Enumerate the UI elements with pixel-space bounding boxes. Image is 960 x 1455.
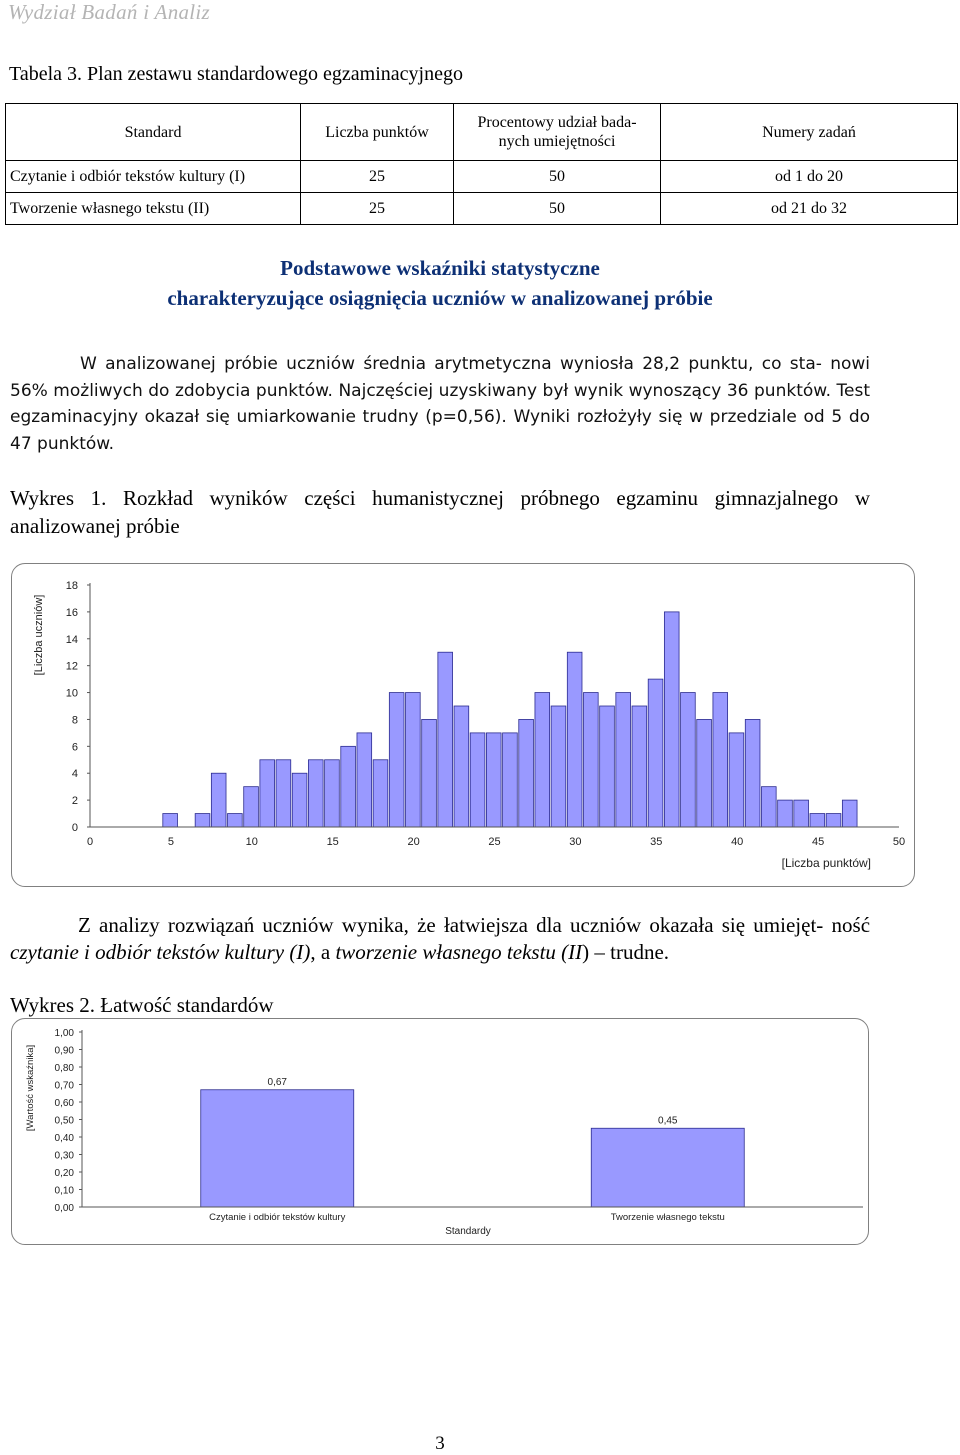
paragraph-line: W analizowanej próbie uczniów średnia arytmetyczna wyniosła 28,2 punktu, co sta- (80, 354, 822, 374)
histogram-bar (163, 814, 178, 827)
x-tick-label: 15 (326, 836, 339, 848)
x-tick-label: 45 (811, 836, 825, 848)
histogram-bar (195, 814, 210, 827)
histogram-bar (794, 800, 809, 827)
table-caption: Tabela 3. Plan zestawu standardowego egzaminacyjnego (9, 63, 463, 85)
histogram-bar (228, 814, 243, 827)
histogram-bar (745, 719, 760, 827)
histogram-bar (422, 719, 437, 827)
histogram-bar (260, 760, 275, 827)
page-number: 3 (435, 1433, 445, 1454)
y-tick-label: 1,00 (54, 1028, 74, 1039)
cell-standard: Czytanie i odbiór tekstów kultury (I) (6, 161, 301, 193)
histogram-bar (826, 814, 841, 827)
section-heading-line2: charakteryzujące osiągnięcia uczniów w analizowanej próbie (167, 286, 713, 310)
histogram-bar (325, 760, 340, 827)
histogram-bar (535, 693, 550, 827)
histogram-bar (583, 693, 598, 827)
statistics-paragraph (10, 351, 870, 457)
y-tick-label: 0,20 (54, 1168, 74, 1179)
x-tick-label: 20 (407, 836, 420, 848)
histogram-bar (842, 800, 857, 827)
header-points: Liczba punktów (301, 104, 454, 161)
standard-bar (591, 1128, 744, 1207)
histogram-bar (567, 652, 582, 827)
histogram-bar (406, 693, 421, 827)
x-axis-title: [Liczba punktów] (781, 856, 871, 870)
histogram-bar (276, 760, 291, 827)
y-tick-label: 0,40 (54, 1133, 74, 1144)
conclusion-line1: Z analizy rozwiązań uczniów wynika, że łatwiejsza dla uczniów okazała się umiejęt- (78, 913, 824, 937)
cell-tasks: od 21 do 32 (661, 193, 958, 225)
histogram-bar (681, 693, 696, 827)
header-watermark: Wydział Badań i Analiz (8, 0, 211, 24)
conclusion-text: ) – trudne. (582, 940, 670, 964)
conclusion-text: , a (310, 940, 336, 964)
header-percent-line2: nych umiejętności (498, 133, 616, 150)
y-tick-label: 0,00 (54, 1203, 74, 1214)
histogram-bar (519, 719, 534, 827)
y-tick-label: 4 (71, 768, 78, 781)
cell-percent: 50 (454, 161, 661, 193)
histogram-bar (600, 706, 615, 827)
x-category-label: Czytanie i odbiór tekstów kultury (209, 1212, 346, 1223)
histogram-bar (729, 733, 744, 827)
histogram-bar (632, 706, 647, 827)
chart1-caption-line1: Wykres 1. Rozkład wyników części humanistycznej próbnego egzaminu gimnazjalnego (10, 486, 839, 510)
y-tick-label: 10 (65, 687, 78, 700)
cell-tasks: od 1 do 20 (661, 161, 958, 193)
y-tick-label: 0,80 (54, 1063, 74, 1074)
cell-percent: 50 (454, 193, 661, 225)
y-tick-label: 14 (65, 633, 78, 646)
histogram-bar (454, 706, 469, 827)
histogram-chart (11, 563, 915, 887)
conclusion-text: ność (831, 913, 871, 937)
chart2-caption: Wykres 2. Łatwość standardów (10, 993, 274, 1017)
y-tick-label: 0,70 (54, 1080, 74, 1092)
paragraph-line: 36 punktów. Test egzaminacyjny okazał się umiarkowanie trudny (p=0,56). Wyniki rozłożyły (10, 380, 871, 427)
y-tick-label: 0,30 (54, 1150, 74, 1162)
x-axis-title: Standardy (445, 1226, 491, 1237)
histogram-bar (713, 693, 728, 827)
cell-points: 25 (301, 161, 454, 193)
conclusion-standard-1: czytanie i odbiór tekstów kultury (I) (10, 940, 311, 964)
histogram-bar (664, 612, 679, 827)
histogram-bar (486, 733, 501, 827)
difficulty-bar-chart (11, 1018, 869, 1245)
cell-points: 25 (301, 193, 454, 225)
y-tick-label: 8 (71, 714, 78, 727)
x-category-label: Tworzenie własnego tekstu (610, 1212, 725, 1223)
histogram-bar (551, 706, 566, 827)
histogram-bar (373, 760, 388, 827)
table-row (6, 161, 958, 193)
y-tick-label: 16 (65, 606, 78, 619)
histogram-bar (357, 733, 372, 827)
histogram-bar (211, 773, 226, 827)
y-tick-label: 2 (71, 795, 78, 808)
histogram-bar (761, 787, 776, 827)
plan-table (5, 103, 958, 225)
x-tick-label: 35 (650, 836, 663, 848)
table-header-row (6, 104, 958, 161)
header-standard: Standard (6, 104, 301, 161)
histogram-bar (616, 693, 631, 827)
y-tick-label: 12 (65, 660, 78, 673)
conclusion-paragraph (10, 912, 870, 966)
x-tick-label: 25 (488, 836, 501, 848)
histogram-bar (389, 693, 404, 827)
paragraph-line: nowi 56% możliwych do zdobycia punktów. Najczęściej uzyskiwany był wynik wynoszący (10, 354, 871, 401)
x-tick-label: 0 (86, 836, 94, 848)
paragraph-line: się w przedziale od 5 do 47 punktów. (10, 407, 871, 454)
header-percent (454, 104, 661, 161)
table-row (6, 193, 958, 225)
x-tick-label: 5 (167, 836, 174, 848)
histogram-bar (778, 800, 793, 827)
x-tick-label: 30 (569, 836, 582, 848)
x-tick-label: 40 (731, 836, 744, 848)
standard-bar (201, 1090, 354, 1207)
conclusion-standard-2: tworzenie własnego tekstu (II (335, 940, 583, 964)
chart1-caption (10, 484, 870, 540)
histogram-bar (810, 814, 825, 827)
y-tick-label: 0,90 (54, 1045, 74, 1057)
histogram-bar (244, 787, 259, 827)
y-tick-label: 0,50 (54, 1115, 74, 1127)
section-heading-line1: Podstawowe wskaźniki statystyczne (280, 256, 600, 280)
histogram-bar (697, 719, 712, 827)
histogram-bar (470, 733, 485, 827)
histogram-bar (438, 652, 453, 827)
chart1-caption-line2: w analizowanej próbie (10, 486, 870, 538)
y-axis-title: [Liczba uczniów] (33, 594, 45, 676)
histogram-bar (292, 773, 307, 827)
y-tick-label: 0 (71, 822, 78, 834)
x-tick-label: 50 (892, 836, 906, 848)
histogram-bar (648, 679, 663, 827)
histogram-bar (341, 746, 356, 827)
y-tick-label: 0,60 (54, 1098, 74, 1109)
header-percent-line1: Procentowy udział bada- (477, 114, 637, 131)
y-axis-title: [Wartość wskaźnika] (25, 1044, 36, 1132)
header-tasks: Numery zadań (661, 104, 958, 161)
y-tick-label: 0,10 (54, 1185, 74, 1197)
histogram-bar (308, 760, 323, 827)
bar-data-label: 0,45 (658, 1115, 678, 1127)
histogram-bar (503, 733, 518, 827)
cell-standard: Tworzenie własnego tekstu (II) (6, 193, 301, 225)
y-tick-label: 6 (71, 741, 78, 754)
bar-data-label: 0,67 (267, 1076, 287, 1088)
x-tick-label: 10 (245, 836, 258, 848)
y-tick-label: 18 (65, 580, 78, 592)
